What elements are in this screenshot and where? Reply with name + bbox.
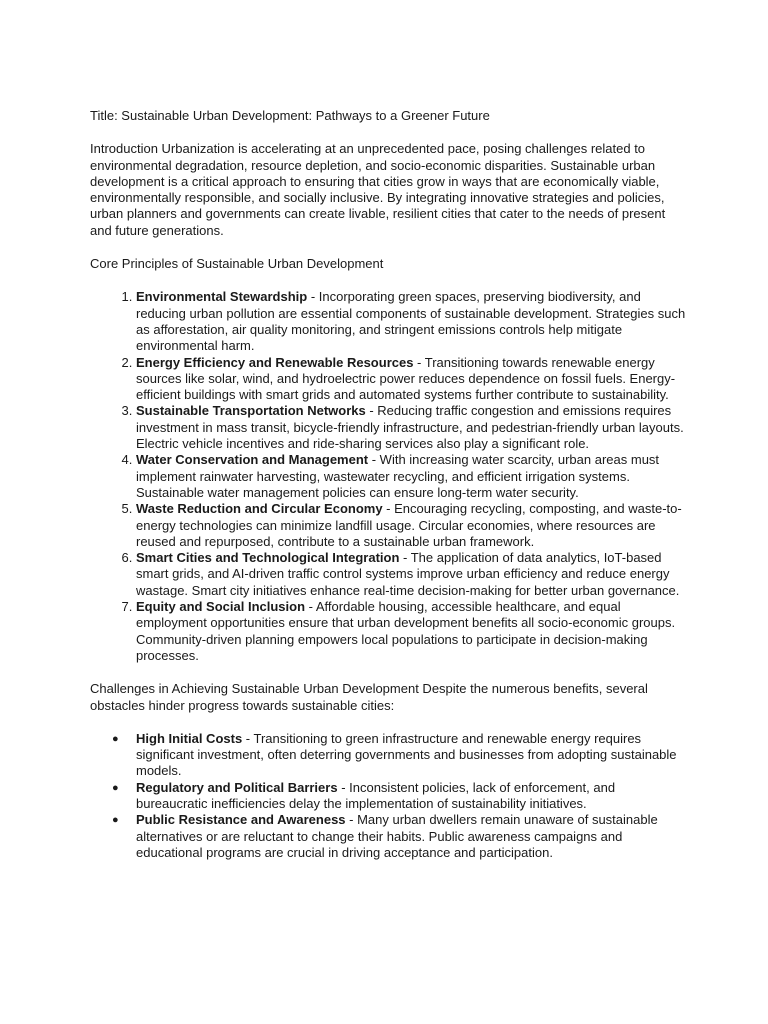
- list-item: [136, 599, 690, 664]
- principles-list: [90, 289, 690, 664]
- principle-text: - Incorporating green spaces, preserving biodiversity, and reducing urban pollution are essential components of sustainable development. Strategies such as afforestation, air quality monitoring, and stringent emissions controls help mitigate environmental harm.: [136, 289, 686, 354]
- principle-term: Waste Reduction and Circular Economy: [136, 501, 383, 517]
- list-item: [112, 779, 690, 813]
- principle-term: Smart Cities and Technological Integration: [136, 550, 400, 566]
- principle-text: - The application of data analytics, IoT-based smart grids, and AI-driven traffic control systems improve urban efficiency and reduce energy wastage. Smart city initiatives enhance real-time decision-making for better urban governance.: [136, 550, 680, 598]
- principle-term: Water Conservation and Management: [136, 452, 369, 468]
- bullet-icon: ●: [112, 781, 119, 794]
- principle-term: Energy Efficiency and Renewable Resources: [136, 354, 414, 370]
- principle-term: Environmental Stewardship: [136, 289, 308, 305]
- principle-text: - With increasing water scarcity, urban areas must implement rainwater harvesting, wastewater recycling, and efficient irrigation systems. Sustainable water management policies can ensure long-term water security.: [136, 452, 660, 500]
- challenge-term: High Initial Costs: [136, 730, 243, 746]
- principles-heading: Core Principles of Sustainable Urban Development: [90, 256, 384, 272]
- document-title: Title: Sustainable Urban Development: Pathways to a Greener Future: [90, 108, 490, 123]
- list-item: [112, 730, 690, 780]
- challenge-text: - Many urban dwellers remain unaware of sustainable alternatives or are reluctant to change their habits. Public awareness campaigns and educational programs are crucial in driving acceptance and participation.: [136, 812, 658, 860]
- challenge-term: Regulatory and Political Barriers: [136, 779, 338, 795]
- bullet-icon: ●: [112, 732, 119, 745]
- principle-text: - Reducing traffic congestion and emissions requires investment in mass transit, bicycle-friendly infrastructure, and pedestrian-friendly urban layouts. Electric vehicle incentives and ride-sharing services also play a significant role.: [136, 403, 684, 452]
- principle-text: - Transitioning towards renewable energy sources like solar, wind, and hydroelectric power reduces dependence on fossil fuels. Energy-efficient buildings with smart grids and automated systems further contribute to sustainability.: [136, 354, 676, 403]
- list-item: [136, 403, 690, 452]
- intro-paragraph: Introduction Urbanization is accelerating at an unprecedented pace, posing challenges related to environmental degradation, resource depletion, and socio-economic disparities. Sustainable urban development is a critical approach to ensuring that cities grow in ways that are economically viable, environmentally responsible, and socially inclusive. By integrating innovative strategies and policies, urban planners and governments can create livable, resilient cities that cater to the needs of present and future generations.: [90, 141, 666, 238]
- principle-term: Sustainable Transportation Networks: [136, 403, 366, 419]
- list-item: [136, 355, 690, 404]
- list-item: [136, 501, 690, 550]
- list-item: [112, 812, 690, 861]
- principle-text: - Affordable housing, accessible healthcare, and equal employment opportunities ensure that urban development benefits all socio-economic groups. Community-driven planning empowers local populations to participate in decision-making processes.: [136, 599, 676, 663]
- challenges-intro: Challenges in Achieving Sustainable Urban Development Despite the numerous benefits, several obstacles hinder progress towards sustainable cities:: [90, 681, 648, 713]
- principle-term: Equity and Social Inclusion: [136, 599, 306, 615]
- challenge-term: Public Resistance and Awareness: [136, 812, 346, 828]
- principle-text: - Encouraging recycling, composting, and waste-to-energy technologies can minimize landfill usage. Circular economies, where resources are reused and repurposed, contribute to a sustainable urban framework.: [136, 501, 682, 549]
- bullet-icon: ●: [112, 814, 119, 827]
- list-item: [136, 452, 690, 501]
- document-page: [90, 108, 690, 878]
- challenge-text: - Transitioning to green infrastructure and renewable energy requires significant investment, often deterring governments and businesses from adopting sustainable models.: [136, 730, 677, 779]
- challenges-list: [90, 731, 690, 861]
- list-item: [136, 289, 690, 354]
- list-item: [136, 550, 690, 599]
- challenge-text: - Inconsistent policies, lack of enforcement, and bureaucratic inefficiencies delay the implementation of sustainability initiatives.: [136, 779, 616, 811]
